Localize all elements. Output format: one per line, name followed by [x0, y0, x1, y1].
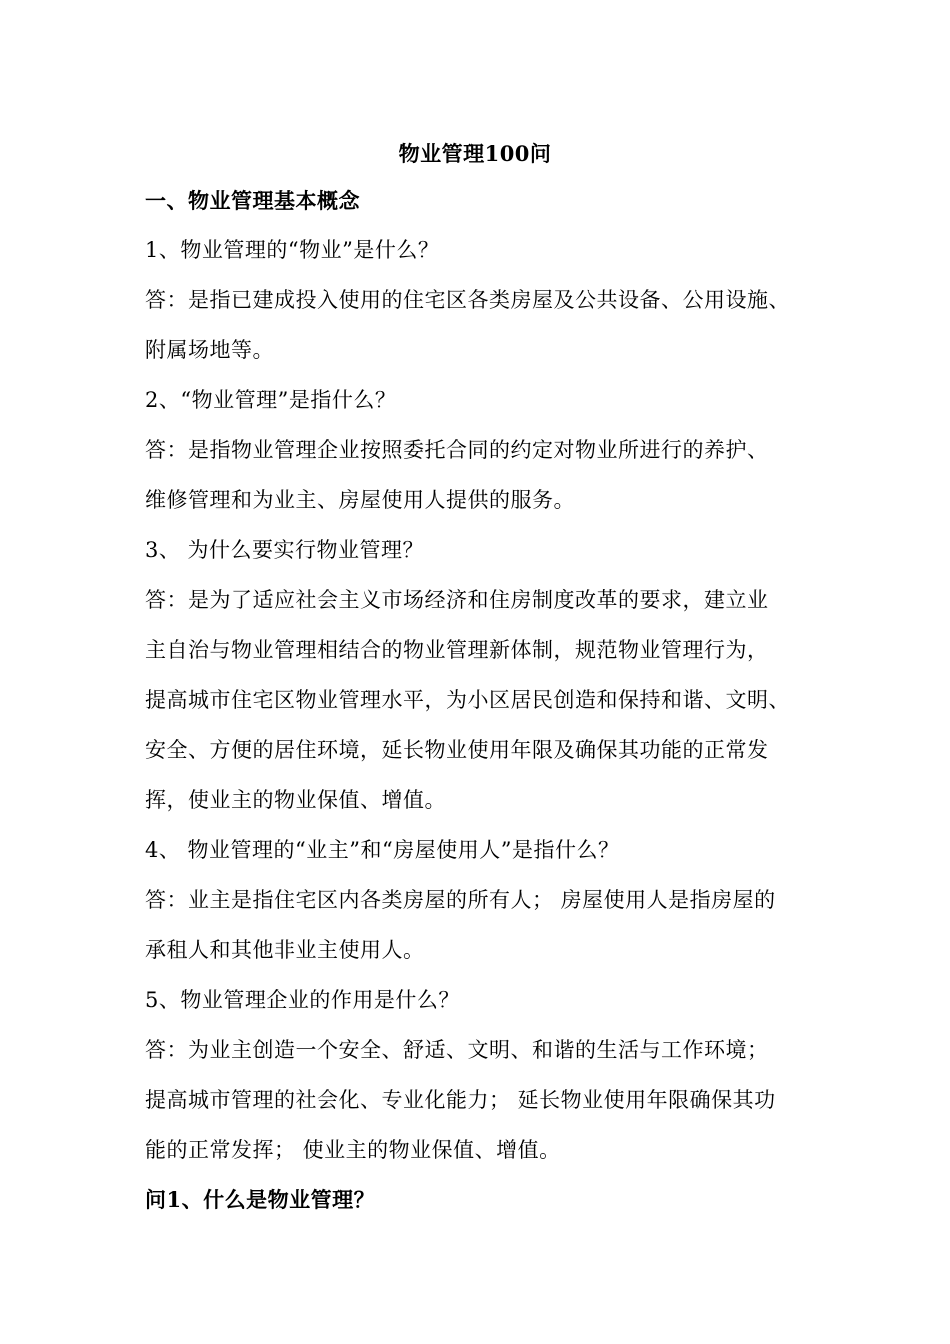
answer-3-line-4: 安全、方便的居住环境，延长物业使用年限及确保其功能的正常发	[145, 738, 769, 762]
answer-3-line-2: 主自治与物业管理相结合的物业管理新体制，规范物业管理行为，	[145, 638, 769, 662]
document-title: 物业管理100问	[398, 141, 552, 166]
answer-2-line-1: 答：是指物业管理企业按照委托合同的约定对物业所进行的养护、	[145, 438, 769, 462]
answer-3-line-3: 提高城市住宅区物业管理水平，为小区居民创造和保持和谐、文明、	[145, 688, 790, 712]
section-heading: 一、物业管理基本概念	[145, 188, 360, 213]
answer-1-line-1: 答：是指已建成投入使用的住宅区各类房屋及公共设备、公用设施、	[145, 288, 790, 312]
question-1: 1、物业管理的“物业”是什么？	[145, 238, 440, 262]
answer-3-line-1: 答：是为了适应社会主义市场经济和住房制度改革的要求，建立业	[145, 588, 769, 612]
answer-4-line-2: 承租人和其他非业主使用人。	[145, 938, 425, 962]
question-5: 5、物业管理企业的作用是什么？	[145, 988, 460, 1012]
answer-2-line-2: 维修管理和为业主、房屋使用人提供的服务。	[145, 488, 575, 512]
answer-5-line-3: 能的正常发挥； 使业主的物业保值、增值。	[145, 1138, 561, 1162]
answer-1-line-2: 附属场地等。	[145, 338, 274, 362]
answer-4-line-1: 答：业主是指住宅区内各类房屋的所有人； 房屋使用人是指房屋的	[145, 888, 776, 912]
answer-3-line-5: 挥，使业主的物业保值、增值。	[145, 788, 446, 812]
question-3: 3、 为什么要实行物业管理？	[145, 538, 425, 562]
question-4: 4、 物业管理的“业主”和“房屋使用人”是指什么？	[145, 838, 620, 862]
answer-5-line-1: 答：为业主创造一个安全、舒适、文明、和谐的生活与工作环境；	[145, 1038, 769, 1062]
answer-5-line-2: 提高城市管理的社会化、专业化能力； 延长物业使用年限确保其功	[145, 1088, 776, 1112]
question-2: 2、“物业管理”是指什么？	[145, 388, 397, 412]
closing-heading: 问1、什么是物业管理？	[145, 1187, 376, 1212]
